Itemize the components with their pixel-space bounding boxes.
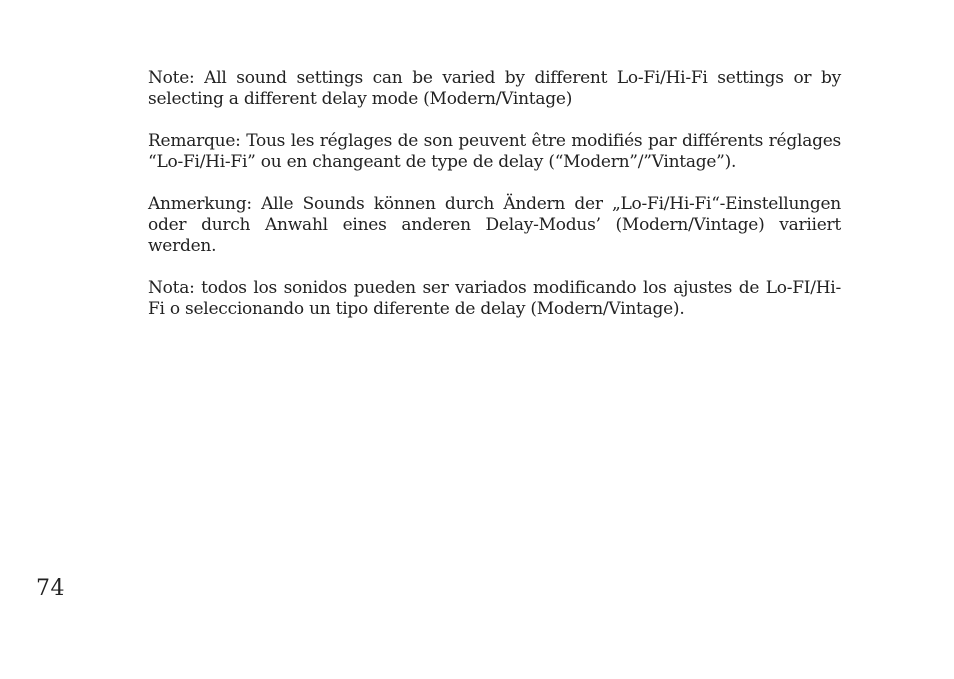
note-english: Note: All sound settings can be varied by different Lo-Fi/Hi-Fi settings or by selecting a different delay mode (Modern/Vintage) xyxy=(148,68,841,109)
note-spanish: Nota: todos los sonidos pueden ser variados modificando los ajustes de Lo-FI/Hi-Fi o seleccionando un tipo diferente de delay (Modern/Vintage). xyxy=(148,278,841,319)
note-german: Anmerkung: Alle Sounds können durch Ändern der „Lo-Fi/Hi-Fi“-Einstellungen oder durch Anwahl eines anderen Delay-Modus’ (Modern/Vintage) variiert werden. xyxy=(148,194,841,256)
page-number: 74 xyxy=(36,576,65,601)
note-french: Remarque: Tous les réglages de son peuvent être modifiés par différents réglages “Lo-Fi/Hi-Fi” ou en changeant de type de delay (“Modern”/”Vintage”). xyxy=(148,131,841,172)
page-content xyxy=(148,68,841,341)
